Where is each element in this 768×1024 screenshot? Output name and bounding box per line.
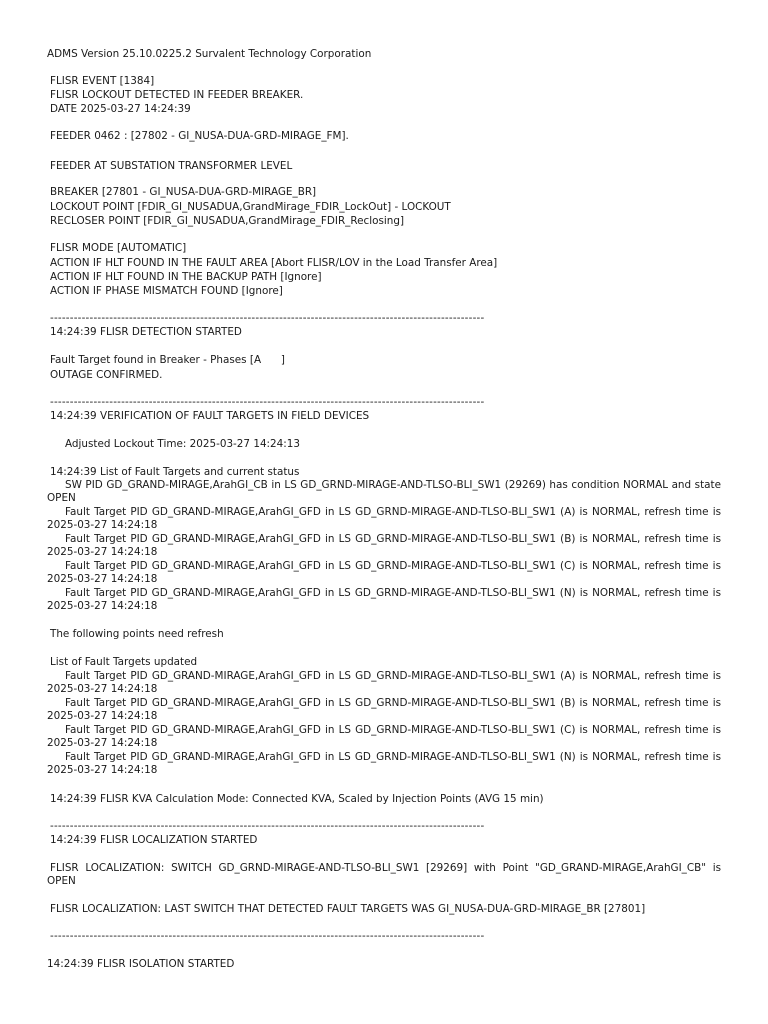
updated-target-line: Fault Target PID GD_GRAND-MIRAGE,ArahGI_GFD in LS GD_GRND-MIRAGE-AND-TLSO-BLI_SW1 (N) is NORMAL, refresh time is 2025-03-27 14:24:18 xyxy=(47,751,721,777)
event-id: FLISR EVENT [1384] xyxy=(50,75,155,87)
kva-calculation-mode: 14:24:39 FLISR KVA Calculation Mode: Connected KVA, Scaled by Injection Points (AVG 15 min) xyxy=(50,793,544,805)
verification-title: 14:24:39 VERIFICATION OF FAULT TARGETS IN FIELD DEVICES xyxy=(50,410,370,422)
flisr-mode: FLISR MODE [AUTOMATIC] xyxy=(50,242,187,254)
sw-status-line: SW PID GD_GRAND-MIRAGE,ArahGI_CB in LS GD_GRND-MIRAGE-AND-TLSO-BLI_SW1 (29269) has condition NORMAL and state OPEN xyxy=(47,479,721,505)
adjusted-lockout-time: Adjusted Lockout Time: 2025-03-27 14:24:13 xyxy=(65,438,301,450)
fault-target-line: Fault Target PID GD_GRAND-MIRAGE,ArahGI_GFD in LS GD_GRND-MIRAGE-AND-TLSO-BLI_SW1 (A) is NORMAL, refresh time is 2025-03-27 14:24:18 xyxy=(47,506,721,532)
header-version: ADMS Version 25.10.0225.2 Survalent Technology Corporation xyxy=(47,48,372,60)
separator: -------------------------------------------------------------------------------------------------------------- xyxy=(50,396,485,408)
recloser-point: RECLOSER POINT [FDIR_GI_NUSADUA,GrandMirage_FDIR_Reclosing] xyxy=(50,215,405,227)
separator: -------------------------------------------------------------------------------------------------------------- xyxy=(50,820,485,832)
separator: -------------------------------------------------------------------------------------------------------------- xyxy=(50,930,485,942)
localization-switch: FLISR LOCALIZATION: SWITCH GD_GRND-MIRAGE-AND-TLSO-BLI_SW1 [29269] with Point "GD_GRAND-MIRAGE,ArahGI_CB" is OPEN xyxy=(47,862,721,888)
fault-target-found: Fault Target found in Breaker - Phases [A ] xyxy=(50,354,285,366)
lockout-point: LOCKOUT POINT [FDIR_GI_NUSADUA,GrandMirage_FDIR_LockOut] - LOCKOUT xyxy=(50,201,451,213)
breaker-line: BREAKER [27801 - GI_NUSA-DUA-GRD-MIRAGE_BR] xyxy=(50,186,317,198)
fault-target-line: Fault Target PID GD_GRAND-MIRAGE,ArahGI_GFD in LS GD_GRND-MIRAGE-AND-TLSO-BLI_SW1 (N) is NORMAL, refresh time is 2025-03-27 14:24:18 xyxy=(47,587,721,613)
outage-confirmed: OUTAGE CONFIRMED. xyxy=(50,369,163,381)
fault-target-line: Fault Target PID GD_GRAND-MIRAGE,ArahGI_GFD in LS GD_GRND-MIRAGE-AND-TLSO-BLI_SW1 (C) is NORMAL, refresh time is 2025-03-27 14:24:18 xyxy=(47,560,721,586)
action-fault-area: ACTION IF HLT FOUND IN THE FAULT AREA [Abort FLISR/LOV in the Load Transfer Area] xyxy=(50,257,498,269)
localization-last-switch: FLISR LOCALIZATION: LAST SWITCH THAT DETECTED FAULT TARGETS WAS GI_NUSA-DUA-GRD-MIRAGE_BR [27801] xyxy=(50,903,646,915)
feeder-line: FEEDER 0462 : [27802 - GI_NUSA-DUA-GRD-MIRAGE_FM]. xyxy=(50,130,349,142)
fault-target-line: Fault Target PID GD_GRAND-MIRAGE,ArahGI_GFD in LS GD_GRND-MIRAGE-AND-TLSO-BLI_SW1 (B) is NORMAL, refresh time is 2025-03-27 14:24:18 xyxy=(47,533,721,559)
feeder-level: FEEDER AT SUBSTATION TRANSFORMER LEVEL xyxy=(50,160,293,172)
updated-target-line: Fault Target PID GD_GRAND-MIRAGE,ArahGI_GFD in LS GD_GRND-MIRAGE-AND-TLSO-BLI_SW1 (B) is NORMAL, refresh time is 2025-03-27 14:24:18 xyxy=(47,697,721,723)
updated-list-title: List of Fault Targets updated xyxy=(50,656,198,668)
action-backup-path: ACTION IF HLT FOUND IN THE BACKUP PATH [Ignore] xyxy=(50,271,322,283)
event-lockout: FLISR LOCKOUT DETECTED IN FEEDER BREAKER. xyxy=(50,89,304,101)
fault-list-title: 14:24:39 List of Fault Targets and current status xyxy=(50,466,300,478)
need-refresh-text: The following points need refresh xyxy=(50,628,224,640)
isolation-title: 14:24:39 FLISR ISOLATION STARTED xyxy=(47,958,235,970)
localization-title: 14:24:39 FLISR LOCALIZATION STARTED xyxy=(50,834,258,846)
detection-title: 14:24:39 FLISR DETECTION STARTED xyxy=(50,326,242,338)
event-date: DATE 2025-03-27 14:24:39 xyxy=(50,103,191,115)
updated-target-line: Fault Target PID GD_GRAND-MIRAGE,ArahGI_GFD in LS GD_GRND-MIRAGE-AND-TLSO-BLI_SW1 (A) is NORMAL, refresh time is 2025-03-27 14:24:18 xyxy=(47,670,721,696)
updated-target-line: Fault Target PID GD_GRAND-MIRAGE,ArahGI_GFD in LS GD_GRND-MIRAGE-AND-TLSO-BLI_SW1 (C) is NORMAL, refresh time is 2025-03-27 14:24:18 xyxy=(47,724,721,750)
action-phase-mismatch: ACTION IF PHASE MISMATCH FOUND [Ignore] xyxy=(50,285,283,297)
separator: -------------------------------------------------------------------------------------------------------------- xyxy=(50,312,485,324)
